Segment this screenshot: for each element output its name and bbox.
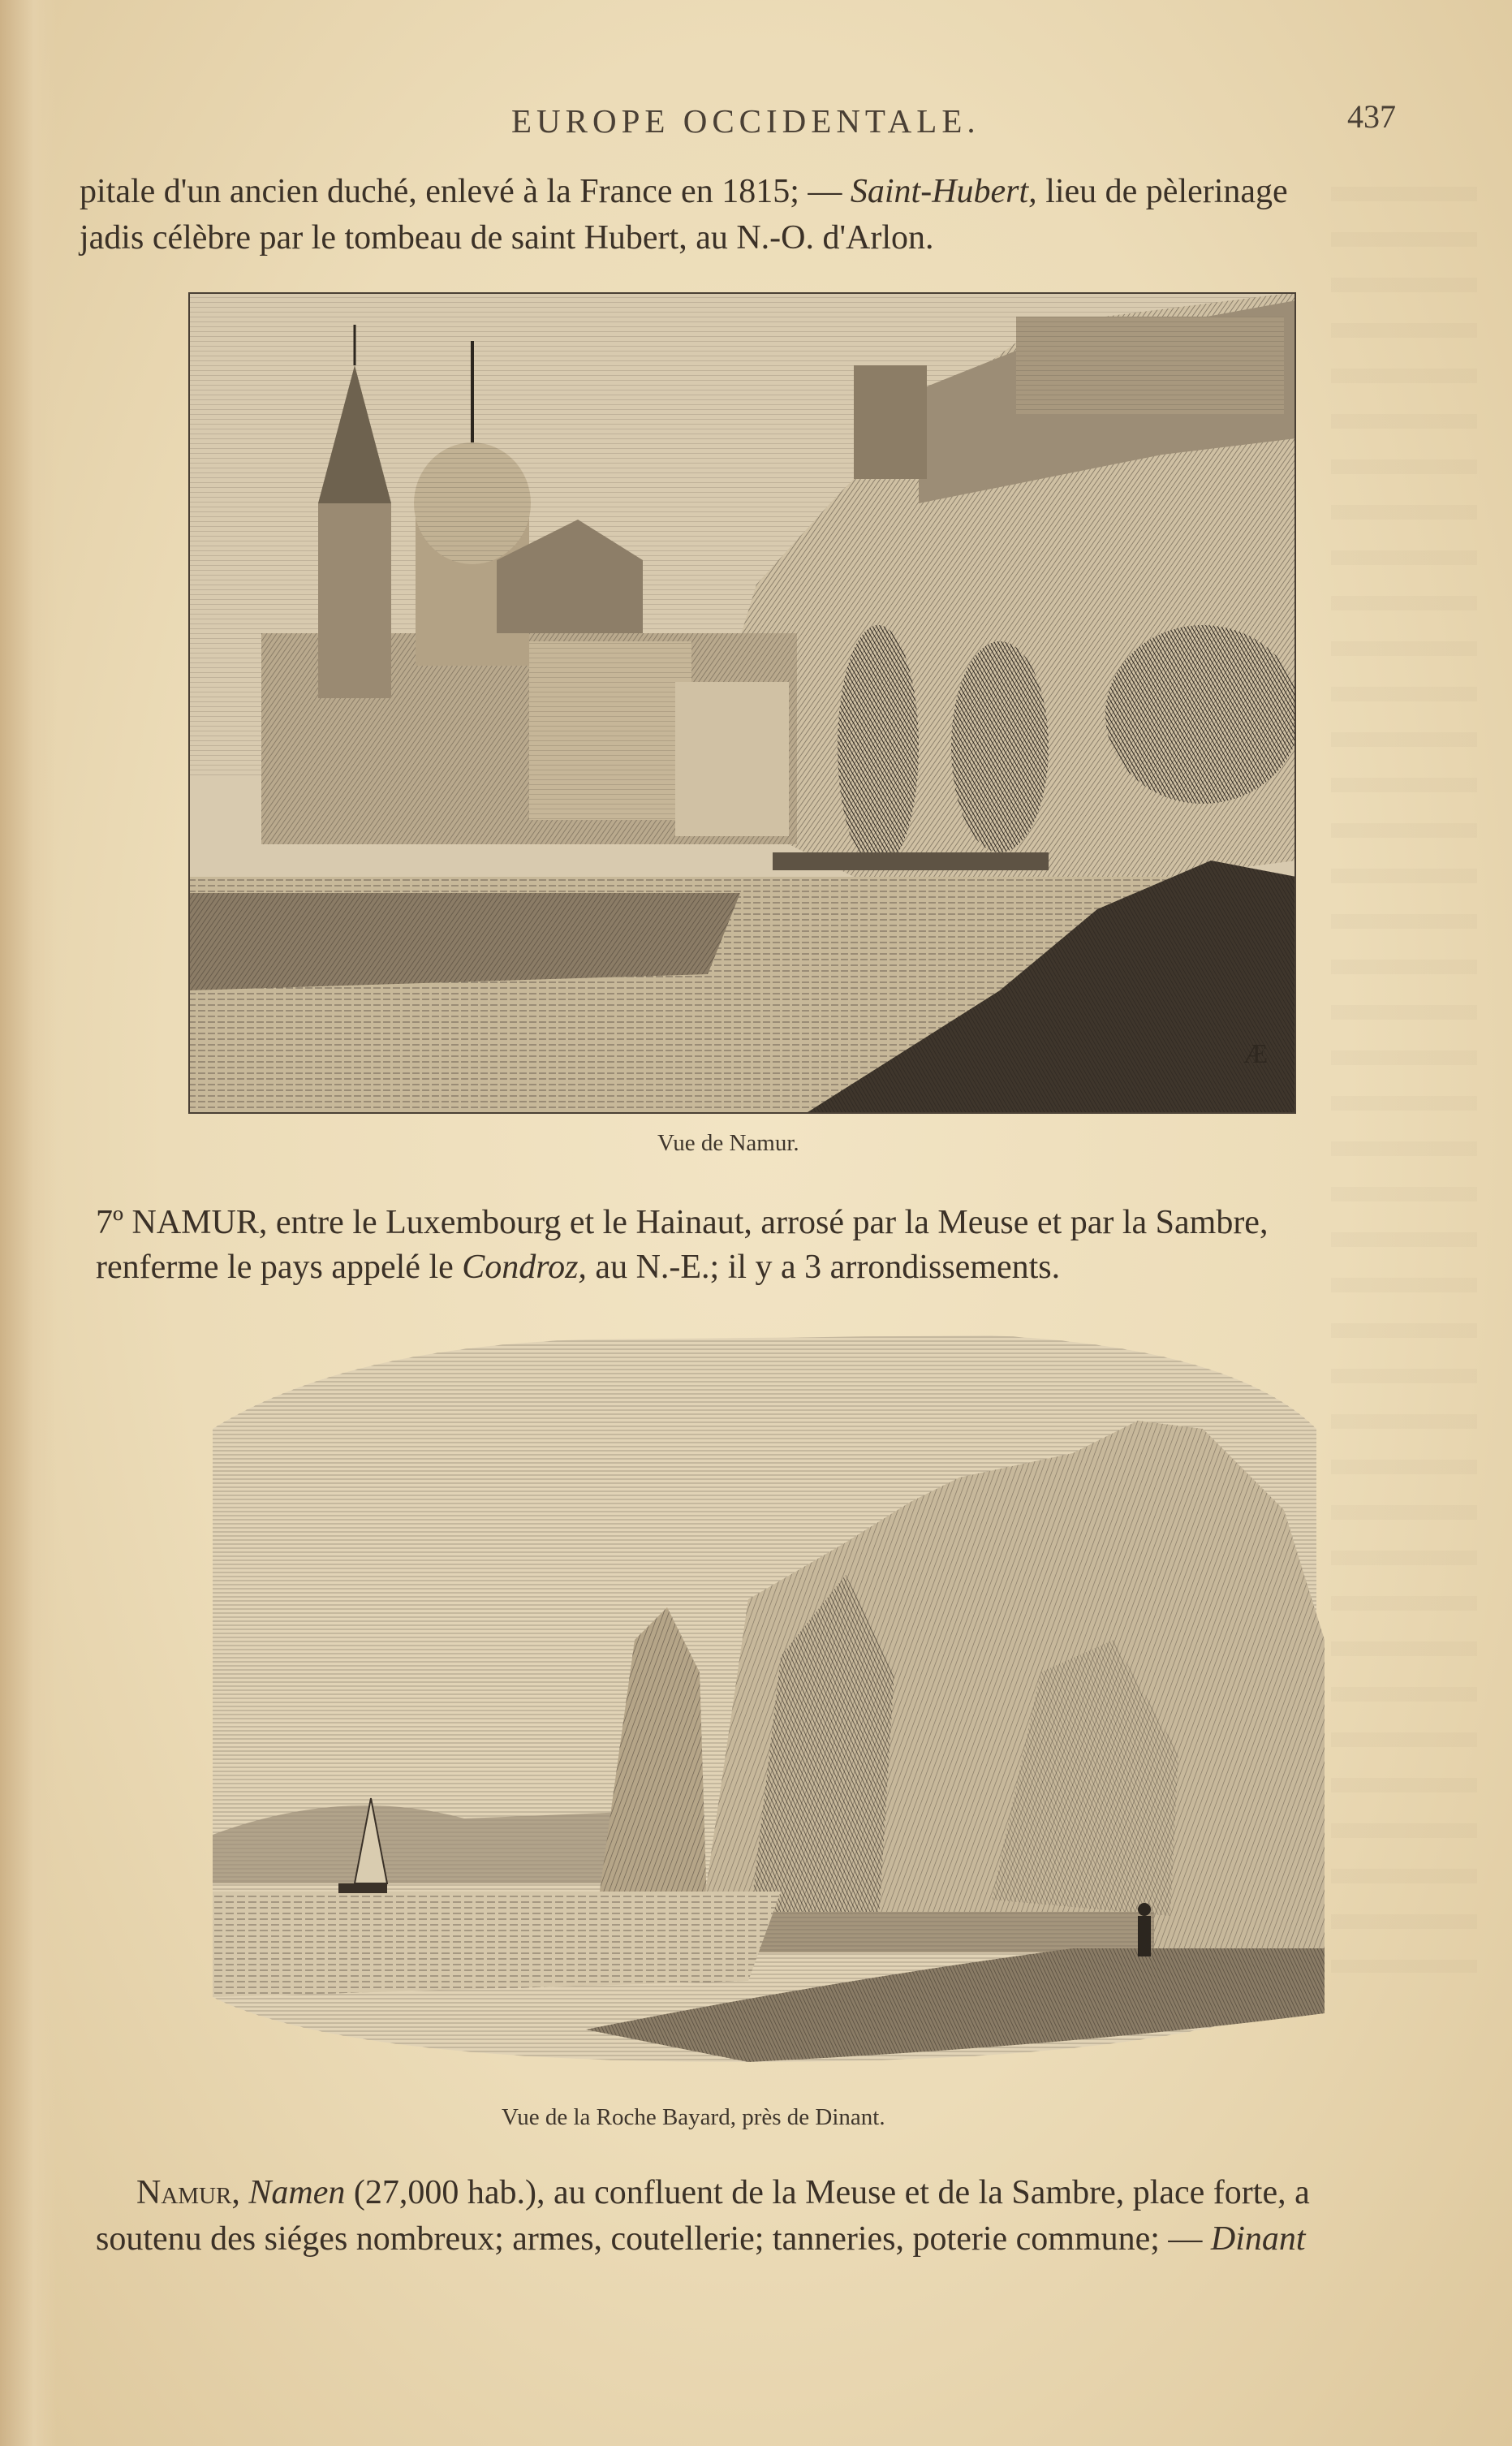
engraving-namur: [188, 292, 1296, 1114]
namur-illustration: [188, 292, 1296, 1114]
paragraph-3-line-2: [96, 2214, 1306, 2264]
paragraph-3-text-b: (27,000 hab.), au confluent de la Meuse et de la Sambre, place forte, a: [345, 2174, 1310, 2211]
engraving-roche-bayard: [180, 1331, 1341, 2074]
paragraph-2-line-1: 7º NAMUR, entre le Luxembourg et le Hainaut, arrosé par la Meuse et par la Sambre,: [96, 1204, 1269, 1241]
paragraph-1-text-a: pitale d'un ancien duché, enlevé à la France en 1815; —: [80, 173, 851, 210]
paragraph-2-line-2: [96, 1242, 1060, 1292]
paragraph-3-line-1: [136, 2168, 1310, 2218]
page-number: 437: [1347, 98, 1396, 135]
paragraph-1-text-b: lieu de pèlerinage: [1036, 173, 1288, 210]
paragraph-2-text-b: au N.-E.; il y a 3 arrondissements.: [586, 1249, 1061, 1286]
show-through-bleed: [1331, 187, 1477, 1973]
paragraph-2-italic: Condroz,: [462, 1249, 587, 1286]
engraver-monogram: Æ: [1243, 1039, 1269, 1069]
paragraph-3-italic-a: Namen: [239, 2174, 346, 2211]
roche-bayard-illustration: [180, 1331, 1341, 2074]
paragraph-3-smallcaps: Namur,: [136, 2174, 240, 2211]
page-gutter-shadow: [0, 0, 57, 2446]
paragraph-1-line-2: jadis célèbre par le tombeau de saint Hubert, au N.-O. d'Arlon.: [80, 219, 934, 257]
paragraph-3-italic-b: Dinant: [1210, 2220, 1306, 2258]
paragraph-2-text-a: renferme le pays appelé le: [96, 1249, 463, 1286]
paragraph-1-italic: Saint-Hubert,: [850, 173, 1037, 210]
figure-1-caption: Vue de Namur.: [657, 1130, 799, 1156]
paragraph-3-text-c: soutenu des siéges nombreux; armes, coutellerie; tanneries, poterie commune; —: [96, 2220, 1211, 2258]
paragraph-1-line-1: [80, 166, 1288, 217]
running-title: EUROPE OCCIDENTALE.: [511, 102, 980, 140]
figure-2-caption: Vue de la Roche Bayard, près de Dinant.: [502, 2104, 885, 2130]
